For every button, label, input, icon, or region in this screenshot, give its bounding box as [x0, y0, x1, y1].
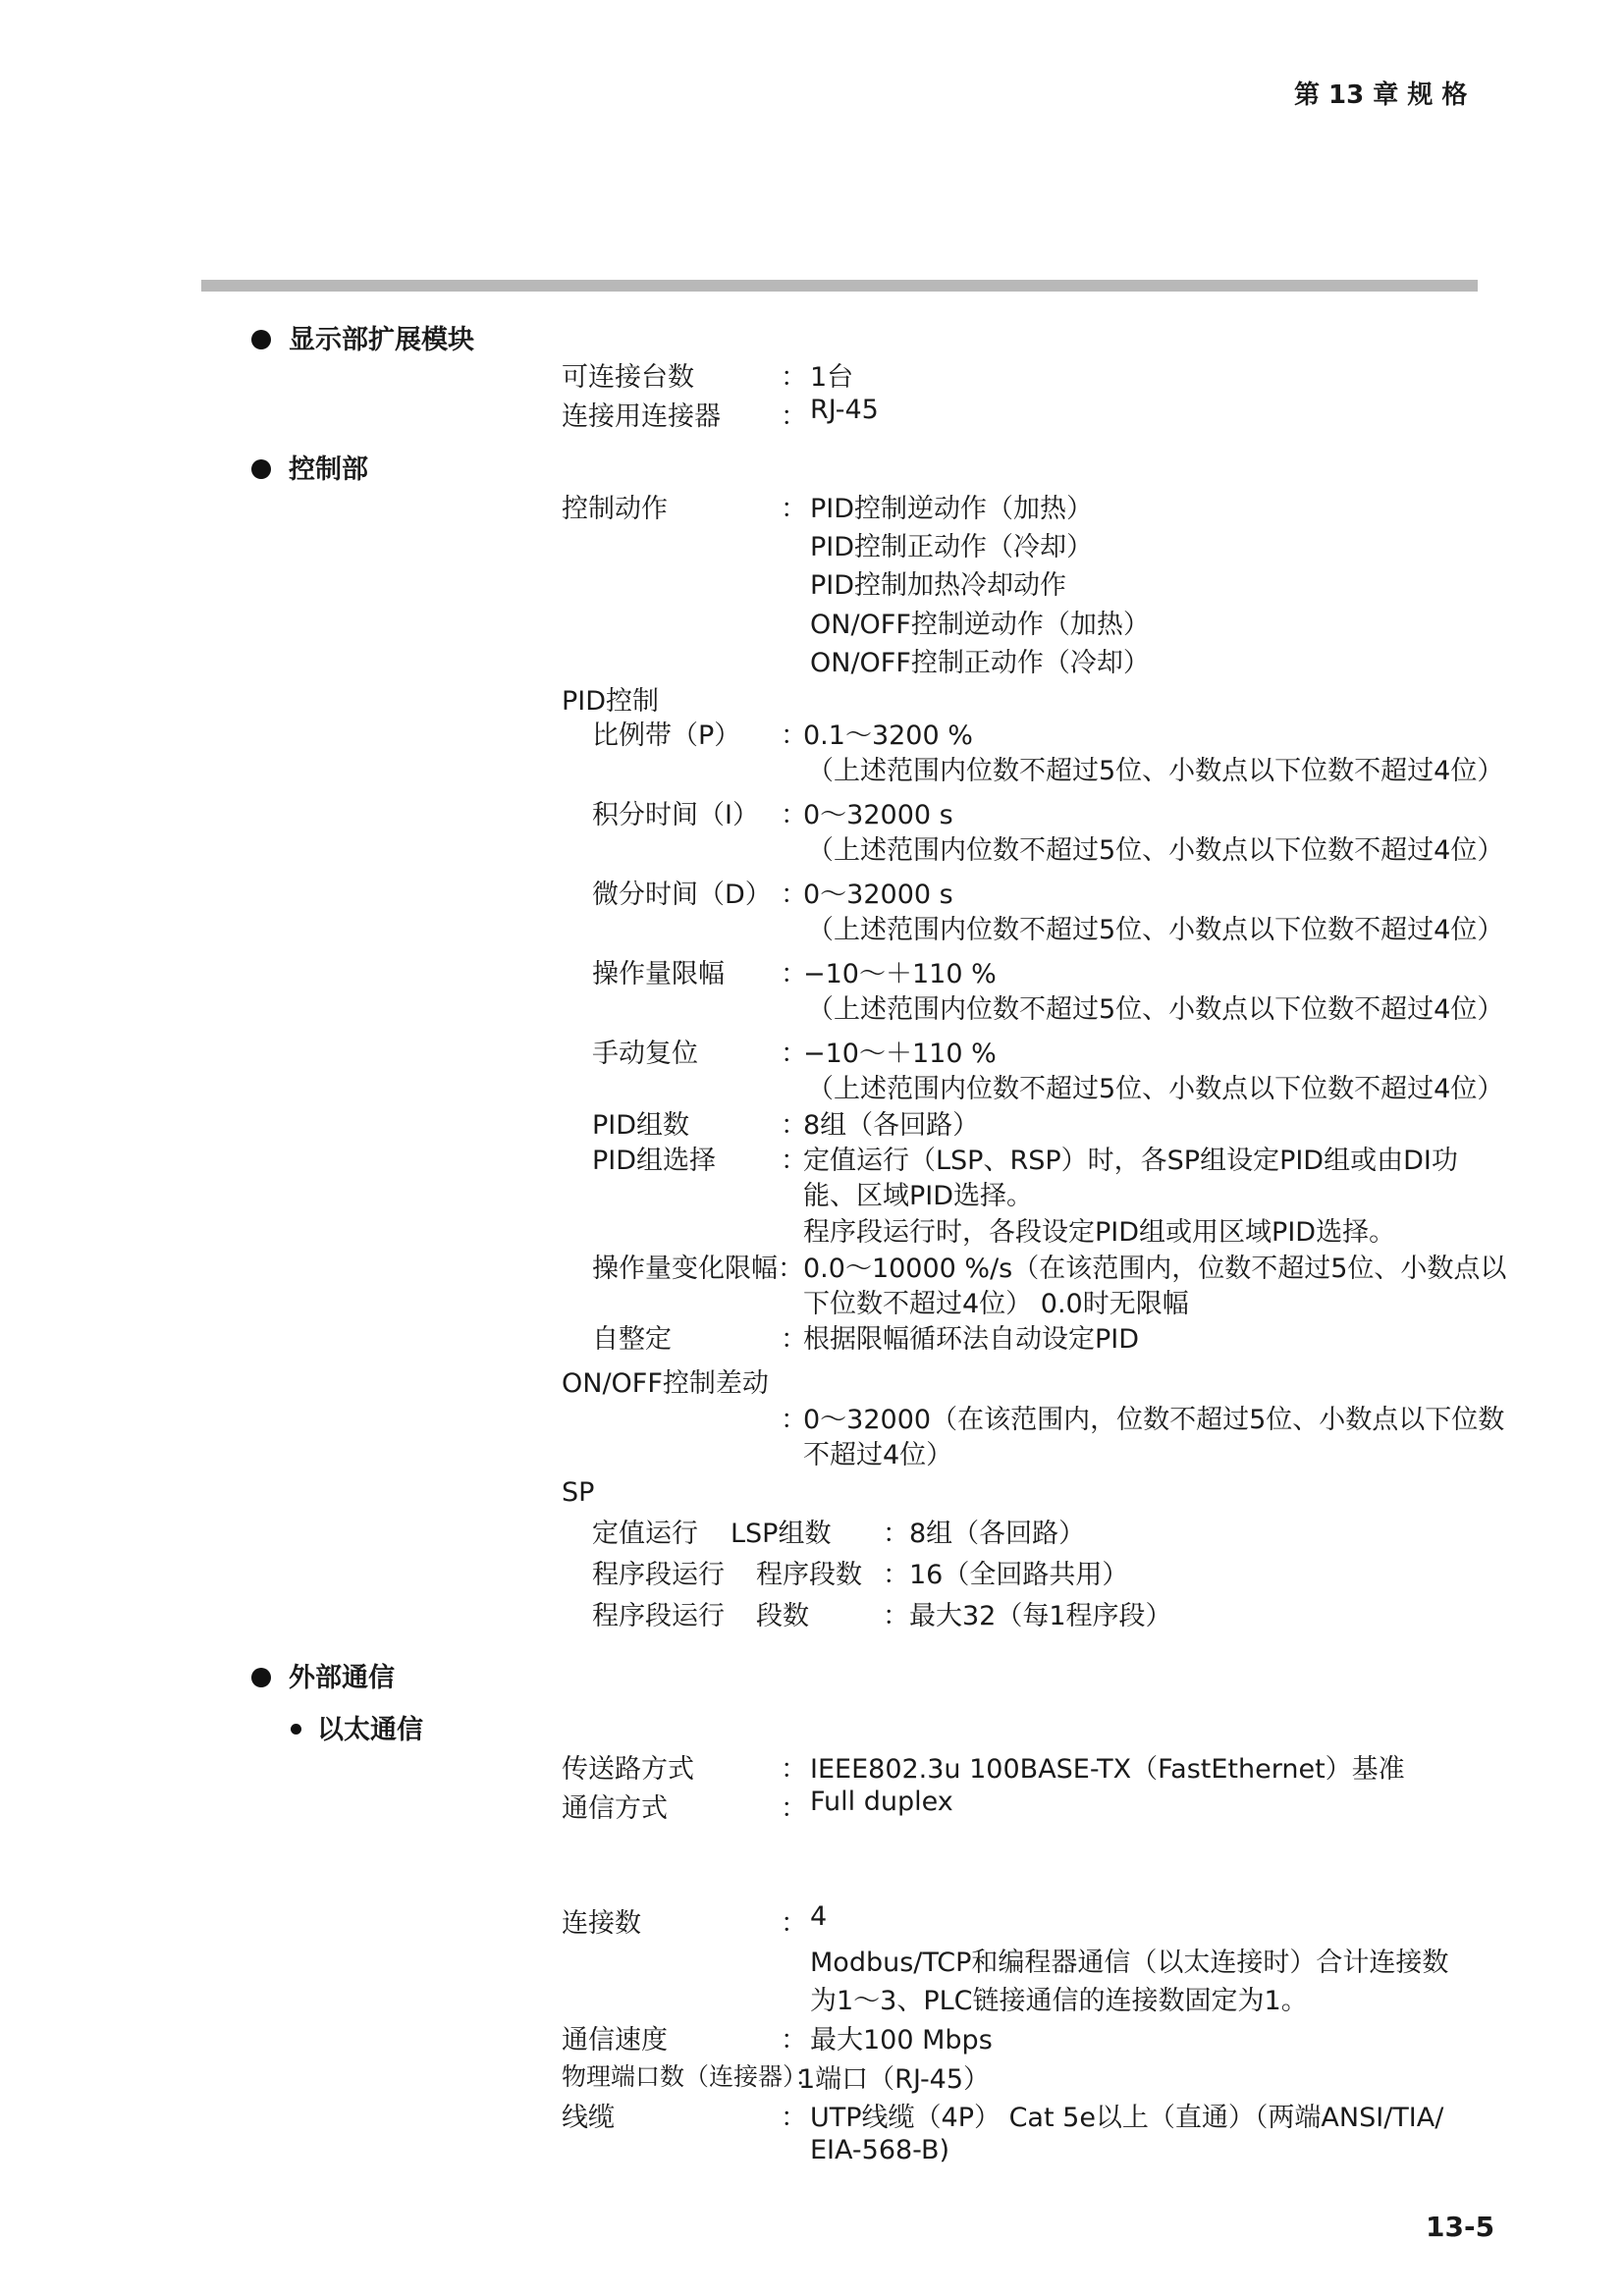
control-action-2: PID控制正动作（冷却） [810, 532, 1094, 562]
connector-value: RJ-45 [810, 395, 879, 425]
cable-line-2: EIA-568-B) [810, 2135, 950, 2165]
colon: ： [781, 880, 807, 910]
colon: ： [781, 1324, 807, 1355]
section-heading-display-module: 显示部扩展模块 [251, 318, 474, 356]
pid-control-label: PID控制 [562, 686, 660, 717]
autotune-label: 自整定 [592, 1324, 672, 1355]
pid-select-line-2: 能、区域PID选择。 [803, 1181, 1034, 1211]
comm-mode-value: Full duplex [810, 1787, 953, 1817]
speed-value: 最大100 Mbps [810, 2025, 993, 2056]
pid-select-line-3: 程序段运行时，各段设定PID组或用区域PID选择。 [803, 1217, 1396, 1248]
manual-reset-value: −10～＋110 % [803, 1039, 997, 1069]
colon: ： [781, 959, 807, 989]
colon: ： [781, 721, 807, 751]
bullet-icon [251, 330, 271, 349]
comm-mode-label: 通信方式 [562, 1793, 668, 1824]
manual-reset-label: 手动复位 [592, 1039, 698, 1069]
control-action-4: ON/OFF控制逆动作（加热） [810, 610, 1150, 640]
sp-row-2-a: 程序段运行 [592, 1560, 725, 1590]
sp-label: SP [562, 1477, 595, 1508]
control-action-1: PID控制逆动作（加热） [810, 494, 1094, 524]
subsection-heading-ethernet: 以太通信 [291, 1708, 423, 1746]
d-value: 0～32000 s [803, 880, 953, 910]
colon: ： [781, 1110, 807, 1141]
transmission-value: IEEE802.3u 100BASE-TX（FastEthernet）基准 [810, 1754, 1405, 1785]
onoff-diff-label: ON/OFF控制差动 [562, 1368, 769, 1399]
connections-value: 4 [810, 1901, 828, 1932]
pid-groups-label: PID组数 [592, 1110, 690, 1141]
chapter-header: 第 13 章 规 格 [1294, 80, 1468, 110]
colon: ： [781, 362, 807, 393]
colon: ： [883, 1519, 909, 1549]
sp-row-3-b: 段数 [756, 1601, 809, 1631]
mv-rate-label: 操作量变化限幅： [592, 1254, 804, 1284]
mv-limit-range-note: （上述范围内位数不超过5位、小数点以下位数不超过4位） [807, 994, 1504, 1025]
i-value: 0～32000 s [803, 800, 953, 830]
colon: ： [781, 1793, 807, 1824]
colon: ： [781, 2103, 807, 2133]
page-number: 13-5 [1426, 2211, 1495, 2243]
d-range-note: （上述范围内位数不超过5位、小数点以下位数不超过4位） [807, 915, 1504, 945]
section-heading-control: 控制部 [251, 448, 368, 486]
colon: ： [781, 494, 807, 524]
colon: ： [781, 2025, 807, 2056]
pid-groups-value: 8组（各回路） [803, 1110, 980, 1141]
pid-select-line-1: 定值运行（LSP、RSP）时，各SP组设定PID组或由DI功 [803, 1146, 1458, 1176]
sp-row-1-b: LSP组数 [731, 1519, 832, 1549]
mv-rate-line-1: 0.0～10000 %/s（在该范围内，位数不超过5位、小数点以 [803, 1254, 1507, 1284]
colon: ： [781, 800, 807, 830]
colon: ： [883, 1560, 909, 1590]
connections-label: 连接数 [562, 1908, 641, 1939]
sp-row-1-value: 8组（各回路） [909, 1519, 1086, 1549]
control-action-3: PID控制加热冷却动作 [810, 570, 1067, 601]
p-range-note: （上述范围内位数不超过5位、小数点以下位数不超过4位） [807, 756, 1504, 786]
onoff-diff-line-2: 不超过4位） [803, 1440, 953, 1470]
ports-value: 1端口（RJ-45） [798, 2064, 991, 2095]
sp-row-2-b: 程序段数 [756, 1560, 862, 1590]
cable-line-1: UTP线缆（4P） Cat 5e以上（直通）（两端ANSI/TIA/ [810, 2103, 1444, 2133]
control-action-5: ON/OFF控制正动作（冷却） [810, 648, 1150, 678]
colon: ： [781, 1039, 807, 1069]
p-label: 比例带（P） [592, 721, 741, 751]
connect-count-label: 可连接台数 [562, 362, 694, 393]
bullet-icon [251, 459, 271, 479]
sp-row-2-value: 16（全回路共用） [909, 1560, 1129, 1590]
connector-label: 连接用连接器 [562, 401, 721, 432]
speed-label: 通信速度 [562, 2025, 668, 2056]
colon: ： [883, 1601, 909, 1631]
connections-line-2: 为1～3、PLC链接通信的连接数固定为1。 [810, 1986, 1308, 2016]
connections-line-1: Modbus/TCP和编程器通信（以太连接时）合计连接数 [810, 1948, 1449, 1978]
control-action-label: 控制动作 [562, 494, 668, 524]
i-label: 积分时间（I） [592, 800, 759, 830]
onoff-diff-line-1: 0～32000（在该范围内，位数不超过5位、小数点以下位数 [803, 1405, 1505, 1435]
sp-row-3-value: 最大32（每1程序段） [909, 1601, 1172, 1631]
colon: ： [781, 1405, 807, 1435]
ports-label: 物理端口数（连接器）： [562, 2062, 820, 2091]
mv-rate-line-2: 下位数不超过4位） 0.0时无限幅 [803, 1289, 1189, 1319]
colon: ： [781, 1908, 807, 1939]
colon: ： [781, 1754, 807, 1785]
cable-label: 线缆 [562, 2103, 615, 2133]
autotune-value: 根据限幅循环法自动设定PID [803, 1324, 1140, 1355]
sp-row-1-a: 定值运行 [592, 1519, 698, 1549]
section-heading-comm: 外部通信 [251, 1656, 395, 1694]
pid-select-label: PID组选择 [592, 1146, 717, 1176]
transmission-label: 传送路方式 [562, 1754, 694, 1785]
sp-row-3-a: 程序段运行 [592, 1601, 725, 1631]
colon: ： [781, 1146, 807, 1176]
mv-limit-value: −10～＋110 % [803, 959, 997, 989]
i-range-note: （上述范围内位数不超过5位、小数点以下位数不超过4位） [807, 835, 1504, 866]
mv-limit-label: 操作量限幅 [592, 959, 725, 989]
p-value: 0.1～3200 % [803, 721, 973, 751]
connect-count-value: 1台 [810, 362, 854, 393]
d-label: 微分时间（D） [592, 880, 772, 910]
manual-reset-range-note: （上述范围内位数不超过5位、小数点以下位数不超过4位） [807, 1074, 1504, 1104]
section-rule [201, 280, 1478, 292]
bullet-icon [251, 1668, 271, 1687]
colon: ： [781, 401, 807, 432]
bullet-icon [291, 1724, 301, 1735]
